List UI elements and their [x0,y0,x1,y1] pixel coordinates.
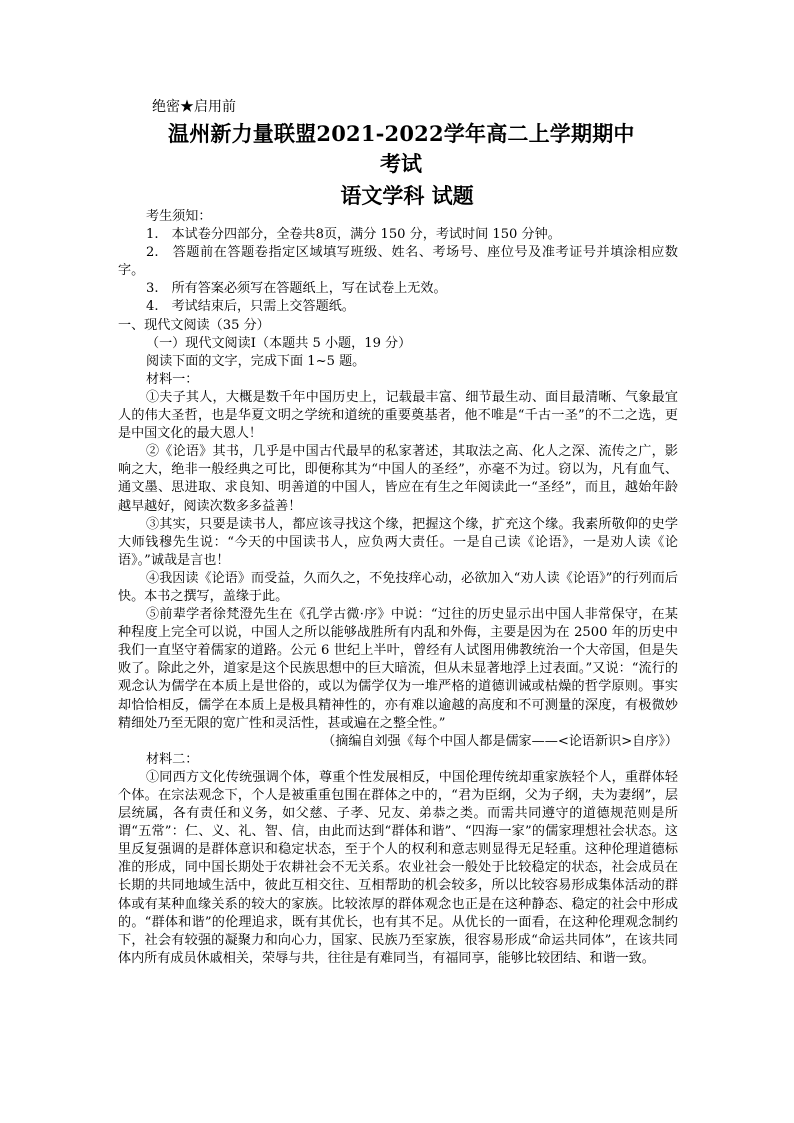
exam-title: 温州新力量联盟2021-2022学年高二上学期期中 [168,121,635,146]
notice-heading: 考生须知： [146,209,212,224]
subsection-heading: （一）现代文阅读Ⅰ（本题共 5 小题，19 分） [146,335,412,351]
material-paragraph: ②《论语》其书，几乎是中国古代最早的私家著述，其取法之高、化人之深、流传之广，影响之大，绝非一般经典之可比，即便称其为“中国人的圣经”，亦毫不为过。窃以为，凡有血气、通文墨、思进取、求良知、明善道的中国人，皆应在有生之年阅读此一“圣经”，而且，越始年龄越早越好，阅读次数多多益善！ [118,444,678,514]
notice-item: 1. 本试卷分四部分，全卷共8页，满分 150 分，考试时间 150 分钟。 [146,227,561,243]
notice-item: 4. 考试结束后，只需上交答题纸。 [146,299,355,315]
material-paragraph: ①同西方文化传统强调个体，尊重个性发展相反，中国伦理传统却重家族轻个人，重群体轻个体。在宗法观念下，个人是被重重包围在群体之中的，“君为臣纲，父为子纲，夫为妻纲”，层层统属，各有责任和义务，如父慈、子孝、兄友、弟恭之类。而需共同遵守的道德规范则是所谓“五常”：仁、义、礼、智、信，由此而达到“群体和谐”、“四海一家”的儒家理想社会状态。这里反复强调的是群体意识和稳定状态，至于个人的权利和意志则显得无足轻重。这种伦理道德标准的形成，同中国长期处于农耕社会不无关系。农业社会一般处于比较稳定的状态，社会成员在长期的共同地域生活中，彼此互相交往、互相帮助的机会较多，所以比较容易形成集体活动的群体或有某种血缘关系的较大的家族。比较浓厚的群体观念也正是在这种静态、稳定的社会中形成的。“群体和谐”的伦理追求，既有其优长，也有其不足。从优长的一面看，在这种伦理观念制约下，社会有较强的凝聚力和向心力，国家、民族乃至家族，很容易形成“命运共同体”，在该共同体内所有成员休戚相关，荣辱与共，往往是有难同当，有福同享，能够比较团结、和谐一致。 [118,769,678,966]
section-heading: 一、现代文阅读（35 分） [118,317,270,333]
reading-instruction: 阅读下面的文字，完成下面 1~5 题。 [146,353,366,369]
notice-item: 2. 答题前在答题卷指定区域填写班级、姓名、考场号、座位号及准考证号并填涂相应数字。 [118,245,678,279]
material-source: （摘编自刘强《每个中国人都是儒家——<论语新识>自序》） [322,733,678,749]
material-paragraph: ①夫子其人，大概是数千年中国历史上，记载最丰富、细节最生动、面目最清晰、气象最宜人的伟大圣哲，也是华夏文明之学统和道统的重要奠基者，他不唯是“千古一圣”的不二之选，更是中国文化的最大恩人！ [118,389,678,442]
exam-body [118,208,678,968]
notice-item: 3. 所有答案必须写在答题纸上，写在试卷上无效。 [146,281,447,297]
material-paragraph: ⑤前辈学者徐梵澄先生在《孔学古微·序》中说：“过往的历史显示出中国人非常保守，在某种程度上完全可以说，中国人之所以能够战胜所有内乱和外侮，主要是因为在 2500 年的历史中我们一直坚守着儒家的道路。公元 6 世纪上半叶，曾经有人试图用佛教统治一个大帝国，但是失败了。除此之外，道家是这个民族思想中的巨大暗流，但从未显著地浮上过表面。”又说：“流行的观念认为儒学在本质上是世俗的，或以为儒学仅为一堆严格的道德训诫或枯燥的哲学原则。事实却恰恰相反，儒学在本质上是极具精神性的，亦有难以逾越的高度和不可测量的深度，有极微妙精细处乃至无限的宽广性和灵活性，甚或遍在之整全性。” [118,607,678,731]
material-label: 材料二： [146,751,199,767]
material-paragraph: ④我因读《论语》而受益，久而久之，不免技痒心动，必欲加入“劝人读《论语》”的行列而后快。本书之撰写，盖缘于此。 [118,570,678,604]
exam-title-continued: 考试 [380,151,422,176]
confidential-mark: 绝密★启用前 [152,99,236,115]
subject-title: 语文学科 试题 [340,183,474,208]
material-paragraph: ③其实，只要是读书人，都应该寻找这个缘，把握这个缘，扩充这个缘。我素所敬仰的史学大师钱穆先生说：“今天的中国读书人，应负两大责任。一是自己读《论语》，一是劝人读《论语》。”诚哉是言也！ [118,516,678,568]
material-label: 材料一： [146,371,199,387]
